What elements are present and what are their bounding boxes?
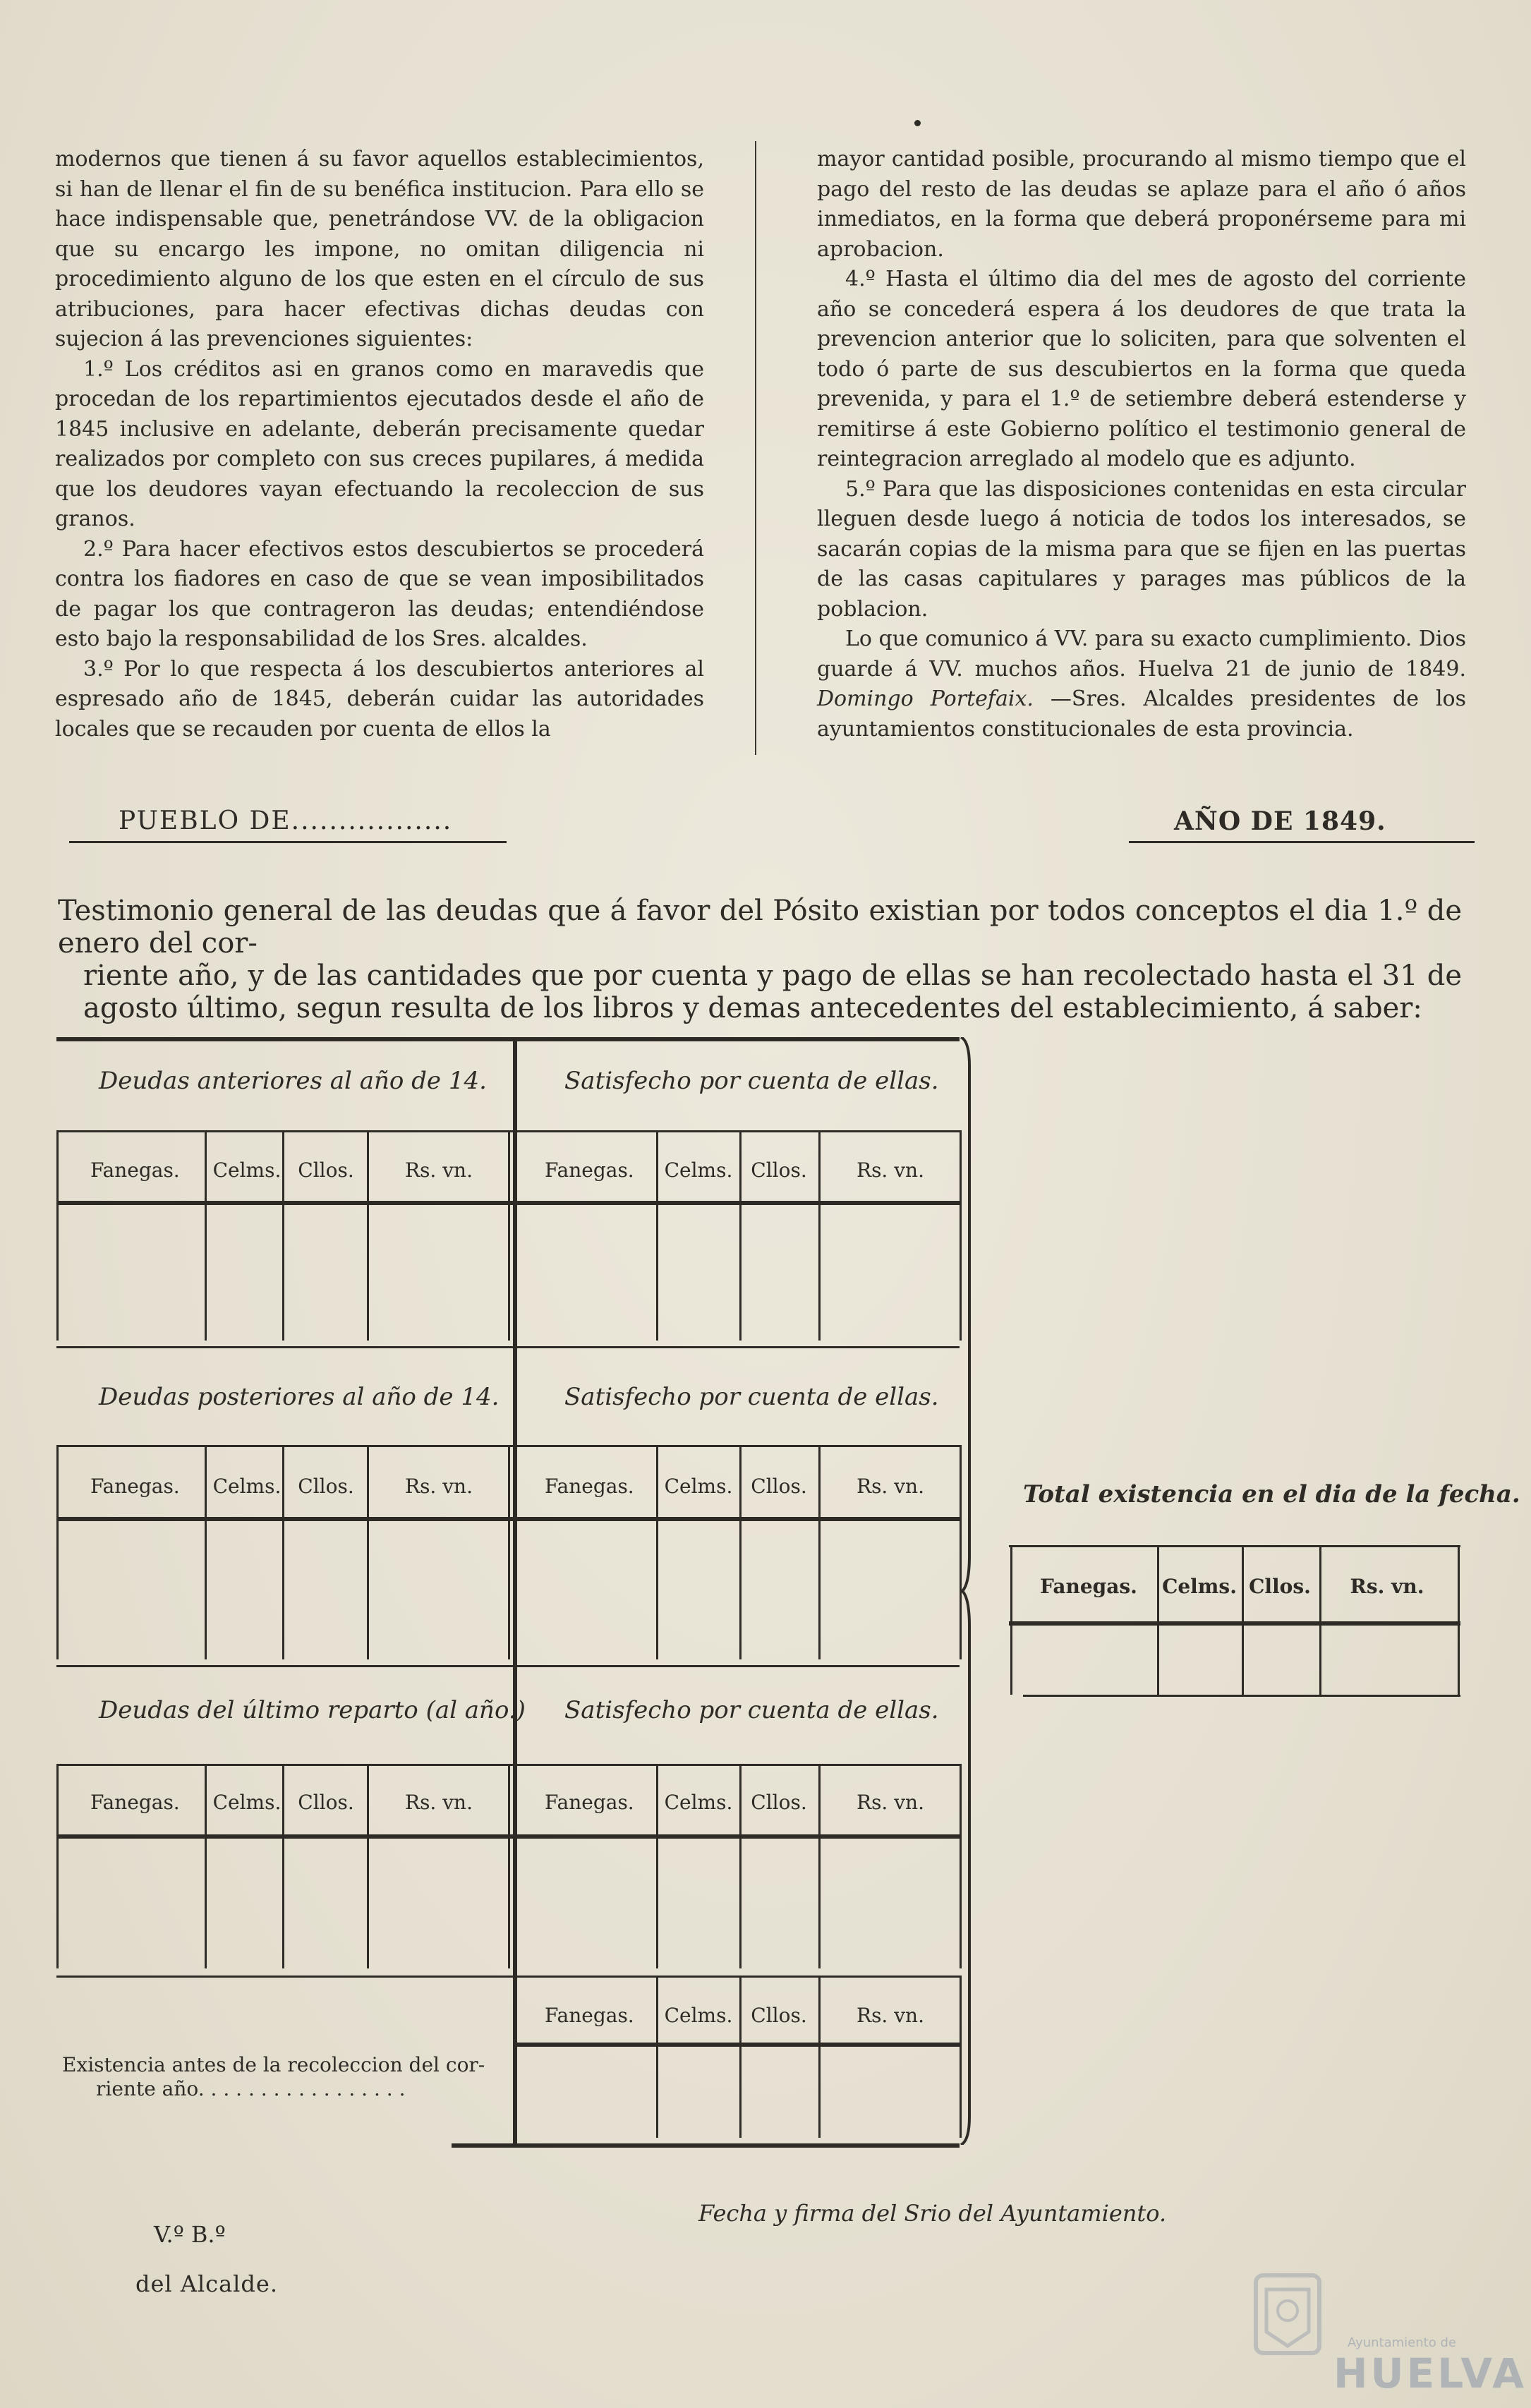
column-header: Rs. vn. [404,1791,473,1814]
column-header: Cllos. [751,1791,807,1814]
circular-paragraph [817,145,1466,265]
column-header: Celms. [664,1475,733,1498]
column-header: Rs. vn. [856,1475,924,1498]
circular-text: Lo que comunico á VV. para su exacto cumplimiento. Dios guarde á VV. muchos años. Huelva 21 de junio de 1849. [817,627,1466,682]
column-line [56,1764,59,1968]
circular-text: 1.º Los créditos asi en granos como en maravedis que procedan de los repartimientos ejecutados desde el año de 1845 inclusive en adelante, deberán precisamente quedar realizados por completo con sus creces pupilares, á medida que los deudores vayan efectuando la recoleccion de sus granos. [55,356,704,531]
alcalde-label: del Alcalde. [135,2270,278,2297]
column-line [818,1976,821,2138]
fecha-firma-label: Fecha y firma del Srio del Ayuntamiento. [698,2200,1167,2227]
total-column-line [1242,1545,1244,1695]
circular-right-column [817,145,1466,744]
column-line [56,1130,59,1341]
circular-paragraph [817,624,1466,744]
testimonio-first-line: Testimonio general de las deudas que á favor del Pósito existian por todos conceptos el dia 1.º de enero del cor- [58,895,1462,960]
circular-text: 5.º Para que las disposiciones contenidas en esta circular lleguen desde luego á noticia de todos los interesados, se sacarán copias de la misma para que se fijen en las puertas de las casas capitulares y parages mas públicos de la poblacion. [817,476,1466,622]
existencia-label-line-2: riente año. . . . . . . . . . . . . . . . . [96,2077,406,2100]
total-column-line [1458,1545,1460,1695]
total-column-header: Rs. vn. [1350,1575,1424,1598]
column-header: Cllos. [751,1475,807,1498]
column-header: Cllos. [751,2004,807,2027]
testimonio-heading [58,895,1462,1024]
ink-dot [914,120,921,126]
anio-rule [1129,841,1475,843]
total-column-line [1010,1545,1012,1695]
signature-name: Domingo Portefaix. [817,686,1034,711]
watermark-huelva: HUELVA [1333,2349,1527,2397]
column-header: Celms. [212,1158,282,1182]
total-column-header: Cllos. [1249,1575,1311,1598]
circular-paragraph [817,265,1466,475]
total-top-rule [1009,1545,1460,1547]
column-header: Rs. vn. [856,1791,924,1814]
table-top-rule [56,1037,960,1041]
column-header: Cllos. [298,1791,354,1814]
total-column-line [1319,1545,1321,1695]
column-line [508,1130,510,1341]
column-header: Celms. [664,2004,733,2027]
column-line [739,1976,742,2138]
visto-bueno: V.º B.º [154,2221,226,2248]
column-divider [755,141,756,755]
circular-left-column [55,145,704,744]
column-header: Rs. vn. [404,1475,473,1498]
circular-text: 2.º Para hacer efectivos estos descubiertos se procederá contra los fiadores en caso de que se vean imposibilitados de pagar los que contrageron las deudas; entendiéndose esto bajo la responsabilidad de los Sres. alcaldes. [55,536,704,651]
section-left-title: Deudas del último reparto (al año.) [99,1696,526,1724]
section-bottom-rule [56,1976,960,1978]
column-header: Cllos. [298,1475,354,1498]
section-bottom-rule [56,1346,960,1348]
column-line [656,1976,658,2138]
section-left-title: Deudas posteriores al año de 14. [99,1383,500,1411]
circular-text: —Sres. Alcaldes presidentes de los ayuntamientos constitucionales de esta provincia. [817,686,1467,742]
column-header: Cllos. [751,1158,807,1182]
column-header: Cllos. [298,1158,354,1182]
total-column-line [1157,1545,1159,1695]
total-bottom-rule [1023,1695,1460,1697]
circular-text: mayor cantidad posible, procurando al mismo tiempo que el pago del resto de las deudas se aplaze para el año ó años inmediatos, en la forma que deberá proponérseme para mi aprobacion. [817,147,1466,262]
column-header: Fanegas. [90,1791,180,1814]
total-column-header: Celms. [1162,1575,1237,1598]
existencia-label-line-1: Existencia antes de la recoleccion del cor- [62,2053,485,2076]
section-right-title: Satisfecho por cuenta de ellas. [564,1696,939,1724]
section-bottom-rule [56,1665,960,1667]
column-header: Rs. vn. [856,2004,924,2027]
circular-paragraph [55,145,704,355]
column-header: Celms. [664,1791,733,1814]
existencia-label [62,2053,514,2101]
column-header: Fanegas. [545,1791,634,1814]
pueblo-label: PUEBLO DE................. [119,806,453,835]
circular-paragraph [55,535,704,655]
column-header: Rs. vn. [404,1158,473,1182]
total-existencia-title: Total existencia en el dia de la fecha. [1023,1480,1520,1508]
pueblo-rule [69,841,507,843]
circular-text: 4.º Hasta el último dia del mes de agosto del corriente año se concederá espera á los deudores de que trata la prevencion anterior que lo soliciten, para que solventen el todo ó parte de sus descubiertos en la forma que queda prevenida, y para el 1.º de setiembre deberá estenderse y remitirse á este Gobierno político el testimonio general de reintegracion arreglado al modelo que es adjunto. [817,267,1466,471]
watermark-sub: Ayuntamiento de [1348,2335,1456,2350]
total-header-rule [1009,1621,1460,1626]
circular-paragraph [55,655,704,745]
total-column-header: Fanegas. [1040,1575,1137,1598]
column-header: Fanegas. [545,2004,634,2027]
column-header: Fanegas. [545,1475,634,1498]
circular-paragraph [55,355,704,535]
column-header: Celms. [212,1791,282,1814]
column-header: Fanegas. [90,1158,180,1182]
section-left-title: Deudas anteriores al año de 14. [99,1067,487,1095]
anio-label: AÑO DE 1849. [1174,806,1386,836]
section-right-title: Satisfecho por cuenta de ellas. [564,1383,939,1411]
testimonio-rest: riente año, y de las cantidades que por cuenta y pago de ellas se han recolectado hasta el 31 de agosto último, segun resulta de los libros y demas antecedentes del establecimiento, á saber: [83,960,1462,1024]
column-header: Celms. [664,1158,733,1182]
column-header: Celms. [212,1475,282,1498]
column-header: Rs. vn. [856,1158,924,1182]
table-bottom-rule [452,2143,960,2148]
column-line [508,1445,510,1659]
right-brace [960,1037,972,2145]
column-line [56,1445,59,1659]
column-header: Fanegas. [90,1475,180,1498]
circular-text: 3.º Por lo que respecta á los descubiertos anteriores al espresado año de 1845, deberán cuidar las autoridades locales que se recauden por cuenta de ellos la [55,656,704,742]
existencia-header-rule [515,2043,960,2047]
circular-paragraph [817,475,1466,625]
circular-text: modernos que tienen á su favor aquellos establecimientos, si han de llenar el fin de su benéfica institucion. Para ello se hace indispensable que, penetrándose VV. de la obligacion que su encargo les impone, no omitan diligencia ni procedimiento alguno de los que esten en el círculo de sus atribuciones, para hacer efectivas dichas deudas con sujecion á las prevenciones siguientes: [55,147,704,351]
column-header: Fanegas. [545,1158,634,1182]
column-line [508,1764,510,1968]
section-right-title: Satisfecho por cuenta de ellas. [564,1067,939,1095]
